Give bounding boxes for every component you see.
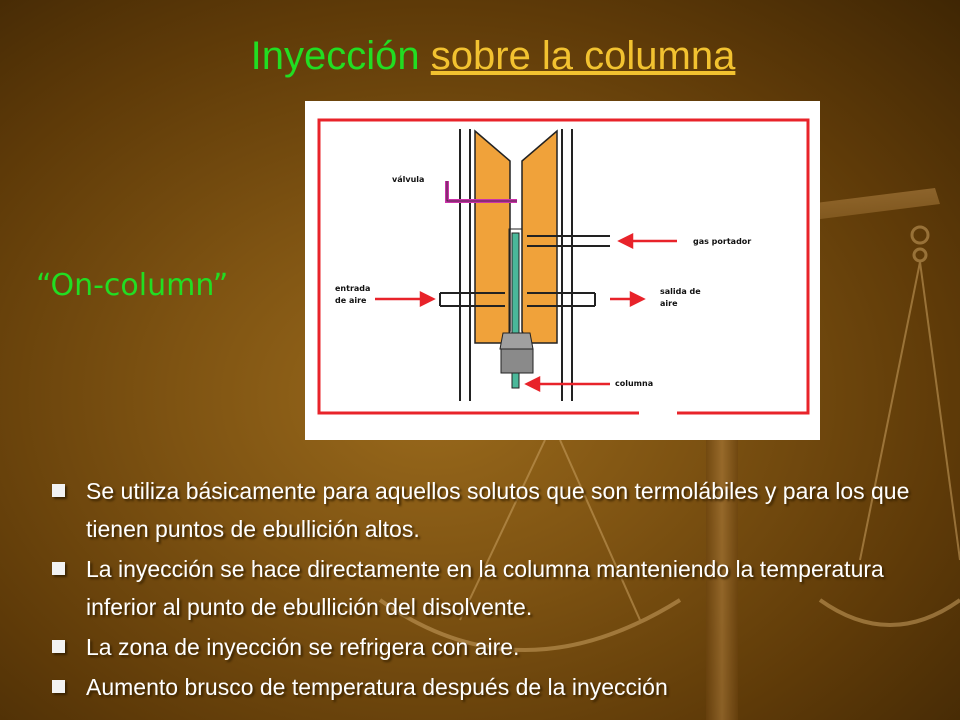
bullet-item <box>50 472 930 548</box>
bullet-text: Aumento brusco de temperatura después de la inyección <box>86 674 668 700</box>
title-link[interactable]: sobre la columna <box>430 34 736 78</box>
bullet-list <box>50 472 930 708</box>
column-nut <box>500 333 533 349</box>
label-valve: válvula <box>392 175 425 184</box>
slide-title <box>0 34 960 79</box>
bullet-item <box>50 628 930 666</box>
bullet-item <box>50 550 930 626</box>
on-column-subtitle: “On-column” <box>36 268 229 303</box>
label-column: columna <box>615 379 654 388</box>
bullet-text: La inyección se hace directamente en la columna manteniendo la temperatura inferior al punto de ebullición del disolvente. <box>86 556 884 620</box>
label-air-outlet-line2: aire <box>660 299 678 308</box>
square-bullet-icon <box>52 640 65 653</box>
on-column-injector-schematic <box>305 101 820 440</box>
square-bullet-icon <box>52 484 65 497</box>
label-air-inlet-line1: entrada <box>335 284 371 293</box>
injector-body-left <box>475 131 510 343</box>
label-air-inlet-line2: de aire <box>335 296 367 305</box>
label-air-outlet-line1: salida de <box>660 287 701 296</box>
bullet-text: Se utiliza básicamente para aquellos solutos que son termolábiles y para los que tienen puntos de ebullición altos. <box>86 478 910 542</box>
label-carrier-gas: gas portador <box>693 237 752 246</box>
square-bullet-icon <box>52 680 65 693</box>
injector-diagram <box>305 101 820 440</box>
bullet-text: La zona de inyección se refrigera con aire. <box>86 634 520 660</box>
title-text: Inyección <box>250 34 431 78</box>
frame-outline <box>319 120 808 413</box>
square-bullet-icon <box>52 562 65 575</box>
bullet-item <box>50 668 930 706</box>
